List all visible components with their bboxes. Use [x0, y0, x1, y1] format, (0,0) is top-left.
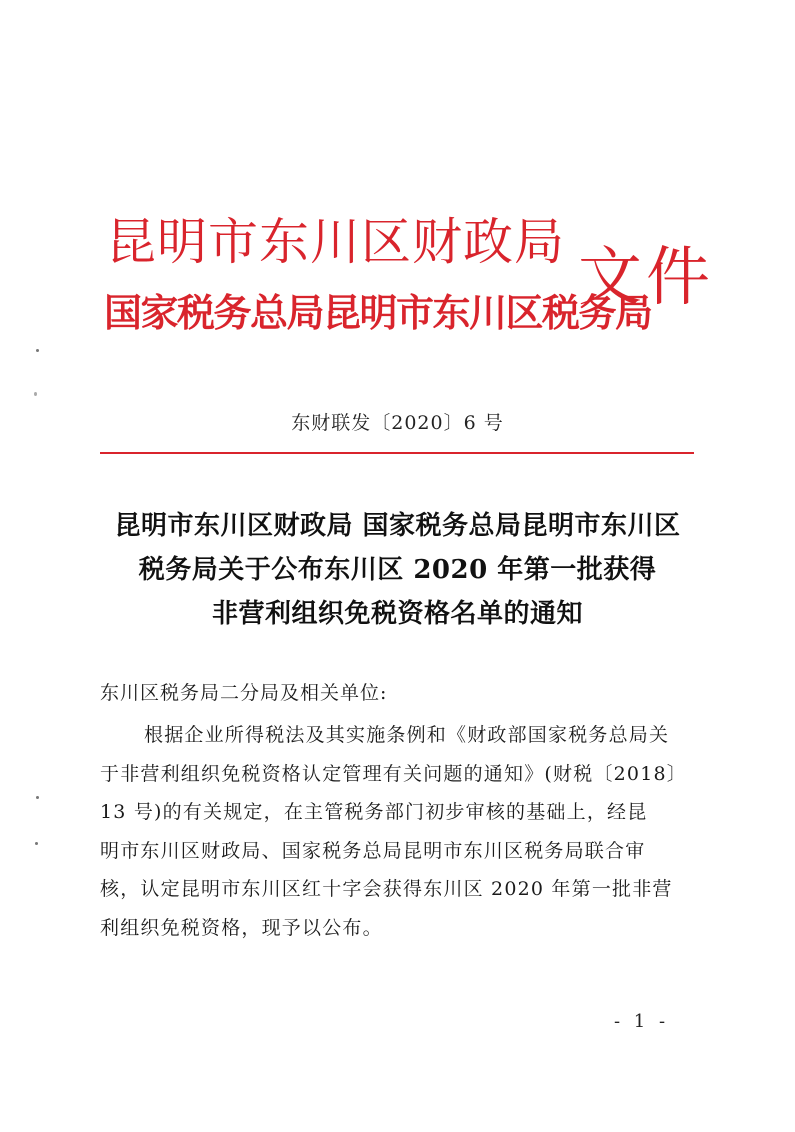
body-line: 13 号)的有关规定，在主管税务部门初步审核的基础上，经昆	[100, 801, 648, 823]
body-paragraph	[100, 716, 700, 947]
document-number: 东财联发〔2020〕6 号	[291, 412, 504, 434]
scan-speck	[36, 796, 39, 799]
scan-speck	[36, 349, 39, 352]
scan-speck	[35, 842, 38, 845]
title-line: 昆明市东川区财政局 国家税务总局昆明市东川区	[114, 511, 681, 541]
body-line: 利组织免税资格，现予以公布。	[100, 916, 383, 939]
page-number: - 1 -	[614, 1011, 670, 1032]
red-separator-line	[100, 452, 694, 454]
document-label: 文件	[578, 241, 714, 315]
issuer-name-finance-bureau: 昆明市东川区财政局	[106, 213, 565, 271]
title-line: 非营利组织免税资格名单的通知	[211, 599, 583, 629]
body-line: 明市东川区财政局、国家税务总局昆明市东川区税务局联合审	[100, 839, 646, 862]
body-line: 核，认定昆明市东川区红十字会获得东川区 2020 年第一批非营	[100, 878, 673, 900]
document-title	[90, 504, 705, 636]
title-line: 税务局关于公布东川区 2020 年第一批获得	[138, 555, 657, 585]
scan-speck	[34, 392, 37, 396]
body-line: 于非营利组织免税资格认定管理有关问题的通知》(财税〔2018〕	[100, 762, 687, 785]
issuer-name-tax-bureau: 国家税务总局昆明市东川区税务局	[104, 291, 652, 335]
salutation: 东川区税务局二分局及相关单位:	[100, 682, 388, 704]
body-line: 根据企业所得税法及其实施条例和《财政部国家税务总局关	[144, 724, 670, 746]
